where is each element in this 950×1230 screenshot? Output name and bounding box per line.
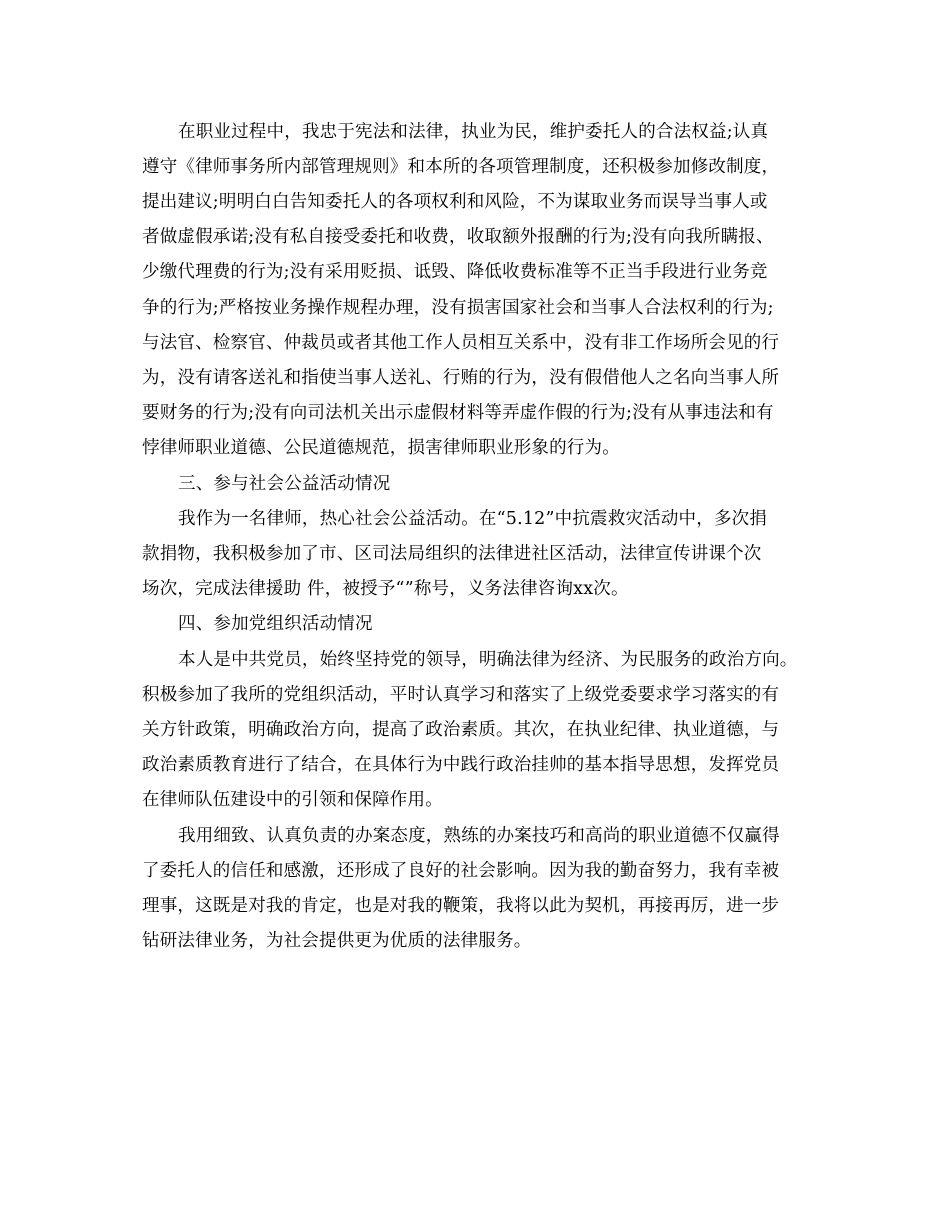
text-line: 了委托人的信任和感激，还形成了良好的社会影响。因为我的勤奋努力，我有幸被: [142, 861, 780, 881]
text-line: 我用细致、认真负责的办案态度，熟练的办案技巧和高尚的职业道德不仅赢得: [178, 826, 780, 846]
text-line: 遵守《律师事务所内部管理规则》和本所的各项管理制度，还积极参加修改制度，: [142, 157, 780, 177]
text-line: 争的行为;严格按业务操作规程办理，没有损害国家社会和当事人合法权利的行为;: [142, 298, 774, 318]
section-heading: 三、参与社会公益活动情况: [178, 474, 391, 494]
text-line: 本人是中共党员，始终坚持党的领导，明确法律为经济、为民服务的政治方向。: [178, 650, 798, 670]
text-line: 与法官、检察官、仲裁员或者其他工作人员相互关系中，没有非工作场所会见的行: [142, 333, 780, 353]
text-line: 场次，完成法律援助 件，被授予“”称号，义务法律咨询xx次。: [142, 579, 629, 599]
text-line: 钻研法律业务，为社会提供更为优质的法律服务。: [142, 931, 532, 951]
section-heading: 四、参加党组织活动情况: [178, 614, 373, 634]
text-line: 积极参加了我所的党组织活动，平时认真学习和落实了上级党委要求学习落实的有: [142, 685, 780, 705]
text-line: 提出建议;明明白白告知委托人的各项权利和风险，不为谋取业务而误导当事人或: [142, 192, 768, 212]
text-line: 在职业过程中，我忠于宪法和法律，执业为民，维护委托人的合法权益;认真: [178, 122, 769, 142]
text-line: 者做虚假承诺;没有私自接受委托和收费，收取额外报酬的行为;没有向我所瞒报、: [142, 227, 774, 247]
text-line: 在律师队伍建设中的引领和保障作用。: [142, 790, 443, 810]
text-line: 要财务的行为;没有向司法机关出示虚假材料等弄虚作假的行为;没有从事违法和有: [142, 403, 774, 423]
text-line: 款捐物，我积极参加了市、区司法局组织的法律进社区活动，法律宣传讲课个次: [142, 544, 762, 564]
text-line: 关方针政策，明确政治方向，提高了政治素质。其次，在执业纪律、执业道德，与: [142, 720, 780, 740]
text-line: 理事，这既是对我的肯定，也是对我的鞭策，我将以此为契机，再接再厉，进一步: [142, 896, 780, 916]
text-line: 为，没有请客送礼和指使当事人送礼、行贿的行为，没有假借他人之名向当事人所: [142, 368, 780, 388]
text-line: 政治素质教育进行了结合，在具体行为中践行政治挂帅的基本指导思想，发挥党员: [142, 755, 780, 775]
text-line: 悖律师职业道德、公民道德规范，损害律师职业形象的行为。: [142, 438, 620, 458]
text-line: 我作为一名律师，热心社会公益活动。在“5.12”中抗震救灾活动中，多次捐: [178, 509, 768, 529]
text-line: 少缴代理费的行为;没有采用贬损、诋毁、降低收费标准等不正当手段进行业务竞: [142, 262, 768, 282]
